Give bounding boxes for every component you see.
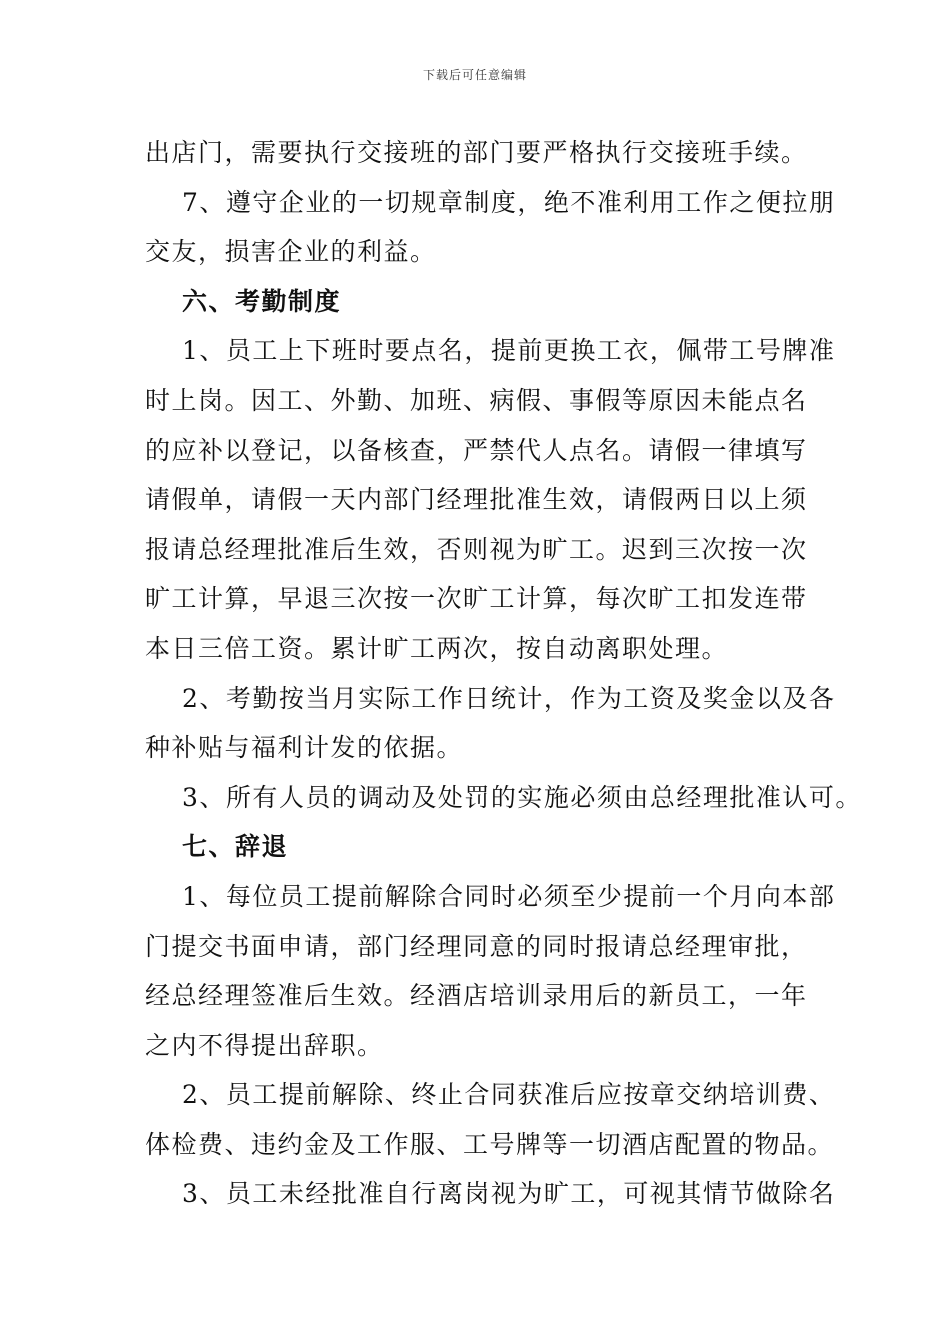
paragraph-line: 旷工计算，早退三次按一次旷工计算，每次旷工扣发连带: [145, 584, 808, 614]
section-heading: 七、辞退: [182, 832, 289, 862]
paragraph-line: 3、所有人员的调动及处罚的实施必须由总经理批准认可。: [182, 782, 862, 812]
paragraph-line: 的应补以登记，以备核查，严禁代人点名。请假一律填写: [145, 435, 808, 465]
paragraph-line: 3、员工未经批准自行离岗视为旷工，可视其情节做除名: [182, 1179, 836, 1209]
document-body: [145, 128, 862, 1219]
paragraph-line: 1、每位员工提前解除合同时必须至少提前一个月向本部: [182, 881, 836, 911]
paragraph-line: 体检费、违约金及工作服、工号牌等一切酒店配置的物品。: [145, 1129, 835, 1159]
paragraph-line: 种补贴与福利计发的依据。: [145, 733, 464, 763]
paragraph-line: 时上岗。因工、外勤、加班、病假、事假等原因未能点名: [145, 385, 808, 415]
paragraph-line: 2、员工提前解除、终止合同获准后应按章交纳培训费、: [182, 1080, 836, 1110]
paragraph-line: 门提交书面申请，部门经理同意的同时报请总经理审批，: [145, 931, 808, 961]
paragraph-line: 请假单，请假一天内部门经理批准生效，请假两日以上须: [145, 485, 808, 515]
paragraph-line: 1、员工上下班时要点名，提前更换工衣，佩带工号牌准: [182, 336, 836, 366]
paragraph-line: 本日三倍工资。累计旷工两次，按自动离职处理。: [145, 633, 729, 663]
section-heading: 六、考勤制度: [182, 286, 342, 316]
paragraph-line: 之内不得提出辞职。: [145, 1030, 384, 1060]
paragraph-line: 报请总经理批准后生效，否则视为旷工。迟到三次按一次: [145, 534, 808, 564]
paragraph-line: 交友，损害企业的利益。: [145, 237, 437, 267]
paragraph-line: 7、遵守企业的一切规章制度，绝不准利用工作之便拉朋: [182, 187, 836, 217]
paragraph-line: 2、考勤按当月实际工作日统计，作为工资及奖金以及各: [182, 683, 836, 713]
header-note: 下载后可任意编辑: [422, 68, 527, 82]
paragraph-line: 经总经理签准后生效。经酒店培训录用后的新员工，一年: [145, 981, 808, 1011]
paragraph-line: 出店门，需要执行交接班的部门要严格执行交接班手续。: [145, 138, 808, 167]
